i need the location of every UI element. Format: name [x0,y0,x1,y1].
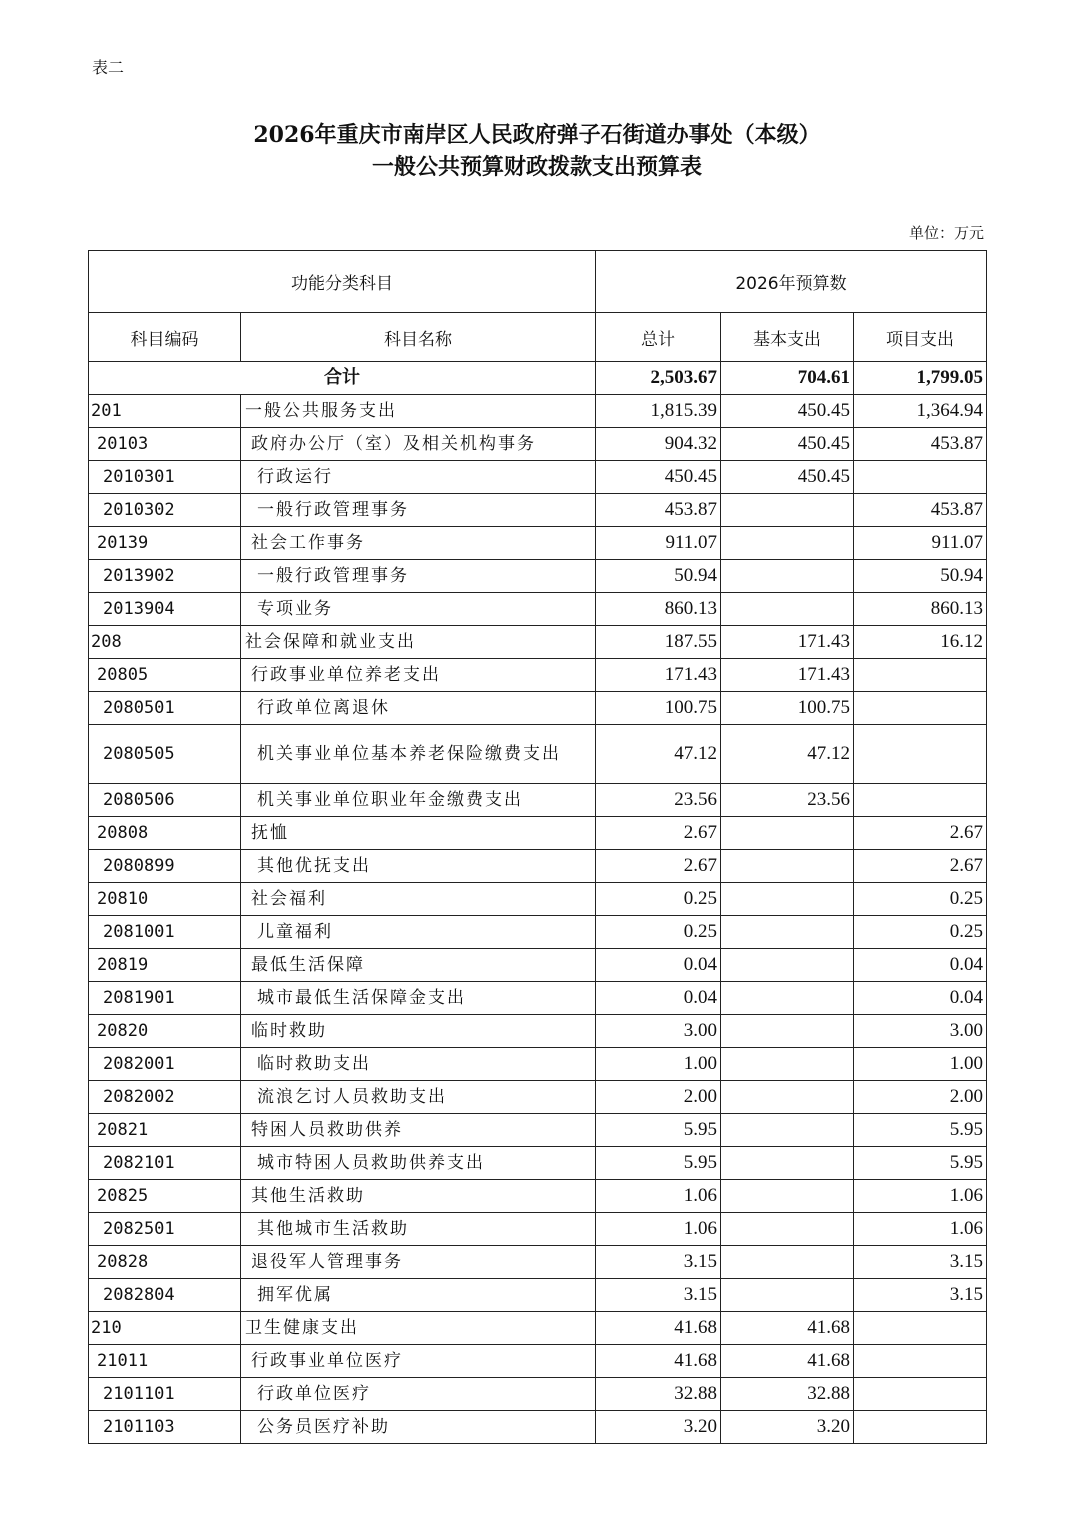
row-total: 453.87 [596,494,721,527]
table-row [89,593,987,626]
row-code: 2081001 [89,916,241,949]
row-basic [721,1147,854,1180]
row-code: 2082804 [89,1279,241,1312]
row-total: 0.25 [596,916,721,949]
total-row [89,362,987,395]
row-code: 21011 [89,1345,241,1378]
table-row [89,560,987,593]
row-name: 临时救助 [241,1015,596,1048]
row-project: 0.25 [854,916,987,949]
table-row [89,725,987,784]
row-project: 2.67 [854,817,987,850]
table-row [89,949,987,982]
row-basic [721,1048,854,1081]
row-name: 机关事业单位职业年金缴费支出 [241,784,596,817]
row-project: 5.95 [854,1114,987,1147]
row-basic: 171.43 [721,626,854,659]
row-code: 2010302 [89,494,241,527]
row-basic: 171.43 [721,659,854,692]
header-basic: 基本支出 [721,313,854,362]
row-code: 20805 [89,659,241,692]
row-code: 210 [89,1312,241,1345]
row-project [854,692,987,725]
row-name: 其他城市生活救助 [241,1213,596,1246]
table-row [89,428,987,461]
table-row [89,1147,987,1180]
row-code: 201 [89,395,241,428]
row-basic [721,1246,854,1279]
row-name: 行政单位医疗 [241,1378,596,1411]
total-label: 合计 [89,362,596,395]
row-basic: 100.75 [721,692,854,725]
table-row [89,1081,987,1114]
row-project: 50.94 [854,560,987,593]
row-project: 3.15 [854,1246,987,1279]
row-code: 2082001 [89,1048,241,1081]
row-name: 城市最低生活保障金支出 [241,982,596,1015]
unit-label: 单位：万元 [908,224,984,242]
row-project [854,784,987,817]
row-basic [721,1279,854,1312]
row-name: 儿童福利 [241,916,596,949]
row-code: 2010301 [89,461,241,494]
row-total: 2.67 [596,850,721,883]
row-basic: 3.20 [721,1411,854,1444]
row-code: 20825 [89,1180,241,1213]
row-name: 社会工作事务 [241,527,596,560]
row-code: 20819 [89,949,241,982]
row-project [854,725,987,784]
row-code: 2101101 [89,1378,241,1411]
row-basic: 32.88 [721,1378,854,1411]
row-total: 47.12 [596,725,721,784]
row-total: 187.55 [596,626,721,659]
row-project [854,1312,987,1345]
table-row [89,916,987,949]
table-row [89,692,987,725]
row-basic [721,1114,854,1147]
row-basic [721,1180,854,1213]
row-name: 公务员医疗补助 [241,1411,596,1444]
row-basic: 41.68 [721,1345,854,1378]
row-code: 2080501 [89,692,241,725]
total-basic: 704.61 [721,362,854,395]
table-row [89,527,987,560]
row-code: 2080899 [89,850,241,883]
table-row [89,1378,987,1411]
row-name: 专项业务 [241,593,596,626]
row-total: 171.43 [596,659,721,692]
row-basic: 450.45 [721,428,854,461]
row-name: 拥军优属 [241,1279,596,1312]
row-project: 1.06 [854,1213,987,1246]
row-total: 3.20 [596,1411,721,1444]
row-total: 1.00 [596,1048,721,1081]
row-basic [721,593,854,626]
row-project: 16.12 [854,626,987,659]
row-project: 0.25 [854,883,987,916]
row-basic [721,883,854,916]
row-basic [721,1015,854,1048]
row-code: 2013902 [89,560,241,593]
row-project: 3.00 [854,1015,987,1048]
row-total: 904.32 [596,428,721,461]
header-code: 科目编码 [89,313,241,362]
row-total: 5.95 [596,1147,721,1180]
row-name: 机关事业单位基本养老保险缴费支出 [241,725,596,784]
row-basic: 450.45 [721,461,854,494]
row-code: 20139 [89,527,241,560]
row-total: 5.95 [596,1114,721,1147]
row-total: 450.45 [596,461,721,494]
row-name: 社会福利 [241,883,596,916]
header-budget-year: 2026年预算数 [596,251,987,313]
row-total: 0.25 [596,883,721,916]
total-project: 1,799.05 [854,362,987,395]
row-name: 一般行政管理事务 [241,494,596,527]
row-name: 行政运行 [241,461,596,494]
row-project: 3.15 [854,1279,987,1312]
row-project [854,1345,987,1378]
row-name: 行政事业单位养老支出 [241,659,596,692]
row-name: 行政单位离退休 [241,692,596,725]
page-subtitle: 一般公共预算财政拨款支出预算表 [371,154,702,180]
table-row [89,817,987,850]
row-code: 20828 [89,1246,241,1279]
header-name: 科目名称 [241,313,596,362]
row-total: 100.75 [596,692,721,725]
row-code: 20820 [89,1015,241,1048]
header-total: 总计 [596,313,721,362]
row-basic: 41.68 [721,1312,854,1345]
row-code: 2082002 [89,1081,241,1114]
row-basic [721,916,854,949]
row-basic: 47.12 [721,725,854,784]
row-code: 20808 [89,817,241,850]
row-name: 特困人员救助供养 [241,1114,596,1147]
row-total: 2.67 [596,817,721,850]
table-row [89,1411,987,1444]
table-row [89,1213,987,1246]
row-name: 社会保障和就业支出 [241,626,596,659]
row-name: 一般公共服务支出 [241,395,596,428]
row-code: 2101103 [89,1411,241,1444]
row-total: 1.06 [596,1180,721,1213]
row-code: 20810 [89,883,241,916]
row-name: 其他优抚支出 [241,850,596,883]
table-row [89,1180,987,1213]
table-row [89,626,987,659]
row-name: 最低生活保障 [241,949,596,982]
row-total: 3.15 [596,1246,721,1279]
row-basic: 450.45 [721,395,854,428]
row-total: 911.07 [596,527,721,560]
row-code: 20821 [89,1114,241,1147]
row-total: 1,815.39 [596,395,721,428]
row-total: 23.56 [596,784,721,817]
row-code: 2082501 [89,1213,241,1246]
row-basic [721,817,854,850]
row-project: 0.04 [854,949,987,982]
row-total: 3.15 [596,1279,721,1312]
row-total: 1.06 [596,1213,721,1246]
row-name: 行政事业单位医疗 [241,1345,596,1378]
row-code: 20103 [89,428,241,461]
row-basic [721,560,854,593]
row-project: 5.95 [854,1147,987,1180]
table-row [89,982,987,1015]
row-name: 临时救助支出 [241,1048,596,1081]
table-row [89,1312,987,1345]
row-total: 32.88 [596,1378,721,1411]
row-project: 0.04 [854,982,987,1015]
row-project: 1,364.94 [854,395,987,428]
row-total: 50.94 [596,560,721,593]
row-total: 860.13 [596,593,721,626]
row-code: 2080506 [89,784,241,817]
table-row [89,1246,987,1279]
row-basic: 23.56 [721,784,854,817]
table-row [89,461,987,494]
header-project: 项目支出 [854,313,987,362]
row-name: 其他生活救助 [241,1180,596,1213]
row-basic [721,494,854,527]
row-project [854,1378,987,1411]
table-row [89,1015,987,1048]
table-row [89,659,987,692]
row-project [854,1411,987,1444]
row-basic [721,527,854,560]
row-basic [721,982,854,1015]
row-total: 0.04 [596,982,721,1015]
row-name: 一般行政管理事务 [241,560,596,593]
row-name: 城市特困人员救助供养支出 [241,1147,596,1180]
row-basic [721,1213,854,1246]
row-project: 911.07 [854,527,987,560]
row-project: 860.13 [854,593,987,626]
header-function-category: 功能分类科目 [89,251,596,313]
row-project [854,461,987,494]
row-total: 41.68 [596,1345,721,1378]
total-total: 2,503.67 [596,362,721,395]
row-code: 208 [89,626,241,659]
row-total: 0.04 [596,949,721,982]
row-basic [721,1081,854,1114]
row-total: 41.68 [596,1312,721,1345]
table-row [89,1279,987,1312]
row-code: 2082101 [89,1147,241,1180]
row-project [854,659,987,692]
row-total: 2.00 [596,1081,721,1114]
table-row [89,494,987,527]
row-basic [721,949,854,982]
row-name: 政府办公厅（室）及相关机构事务 [241,428,596,461]
row-project: 1.00 [854,1048,987,1081]
table-row [89,1114,987,1147]
row-name: 抚恤 [241,817,596,850]
table-row [89,1048,987,1081]
row-project: 2.67 [854,850,987,883]
row-project: 453.87 [854,428,987,461]
budget-table [88,250,987,1444]
table-row [89,395,987,428]
table-row [89,850,987,883]
row-code: 2081901 [89,982,241,1015]
table-row [89,1345,987,1378]
row-name: 流浪乞讨人员救助支出 [241,1081,596,1114]
row-basic [721,850,854,883]
row-project: 2.00 [854,1081,987,1114]
row-code: 2080505 [89,725,241,784]
row-name: 卫生健康支出 [241,1312,596,1345]
table-row [89,883,987,916]
row-project: 453.87 [854,494,987,527]
table-label: 表二 [92,58,125,77]
row-name: 退役军人管理事务 [241,1246,596,1279]
row-total: 3.00 [596,1015,721,1048]
row-code: 2013904 [89,593,241,626]
row-project: 1.06 [854,1180,987,1213]
table-row [89,784,987,817]
page-title: 2026年重庆市南岸区人民政府弹子石街道办事处（本级） [253,122,821,148]
